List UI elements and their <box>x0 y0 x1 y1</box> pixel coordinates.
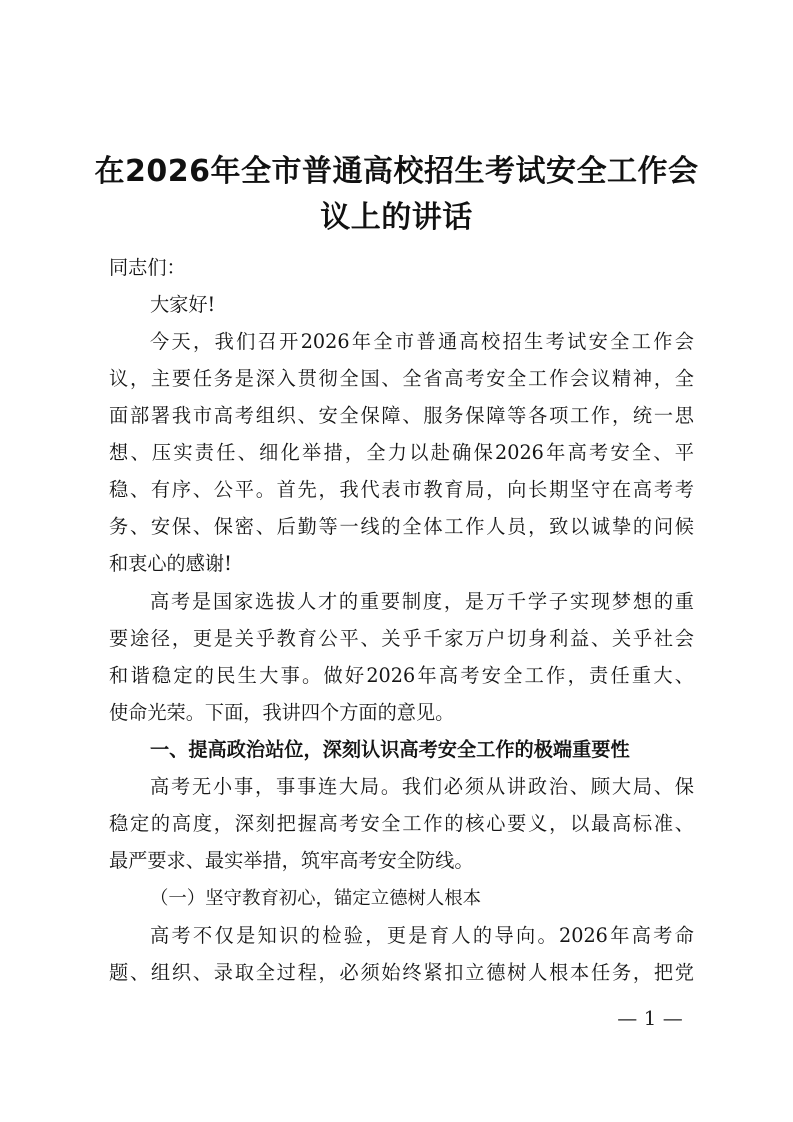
paragraph-1-line: 今天，我们召开2026年全市普通高校招生考试安全工作会 <box>150 330 694 353</box>
section-1-heading: 一、提高政治站位，深刻认识高考安全工作的极端重要性 <box>150 738 630 761</box>
paragraph-4-line: 题、组织、录取全过程，必须始终紧扣立德树人根本任务，把党 <box>109 961 694 984</box>
page-number: — 1 — <box>617 1006 683 1030</box>
paragraph-3-line: 最严要求、最实举措，筑牢高考安全防线。 <box>109 849 474 872</box>
subsection-1-heading: （一）坚守教育初心，锚定立德树人根本 <box>150 888 482 909</box>
paragraph-1-line: 和衷心的感谢! <box>109 552 232 575</box>
document-title-line-2: 议上的讲话 <box>320 200 473 235</box>
greeting: 大家好! <box>150 293 216 316</box>
paragraph-1-line: 议，主要任务是深入贯彻全国、全省高考安全工作会议精神，全 <box>109 367 694 390</box>
paragraph-1-line: 面部署我市高考组织、安全保障、服务保障等各项工作，统一思 <box>109 404 694 427</box>
paragraph-1-line: 稳、有序、公平。首先，我代表市教育局，向长期坚守在高考考 <box>109 478 694 501</box>
paragraph-1-line: 务、安保、保密、后勤等一线的全体工作人员，致以诚挚的问候 <box>109 515 694 538</box>
paragraph-2-line: 高考是国家选拔人才的重要制度，是万千学子实现梦想的重 <box>150 590 694 613</box>
paragraph-1-line: 想、压实责任、细化举措，全力以赴确保2026年高考安全、平 <box>109 441 694 464</box>
paragraph-2-line: 使命光荣。下面，我讲四个方面的意见。 <box>109 701 455 724</box>
paragraph-3-line: 高考无小事，事事连大局。我们必须从讲政治、顾大局、保 <box>150 775 694 798</box>
salutation: 同志们： <box>109 256 186 279</box>
paragraph-4-line: 高考不仅是知识的检验，更是育人的导向。2026年高考命 <box>150 924 694 947</box>
paragraph-2-line: 要途径，更是关乎教育公平、关乎千家万户切身利益、关乎社会 <box>109 627 694 650</box>
document-title-line-1: 在2026年全市普通高校招生考试安全工作会 <box>94 154 699 189</box>
paragraph-2-line: 和谐稳定的民生大事。做好2026年高考安全工作，责任重大、 <box>109 664 694 687</box>
paragraph-3-line: 稳定的高度，深刻把握高考安全工作的核心要义，以最高标准、 <box>109 812 694 835</box>
